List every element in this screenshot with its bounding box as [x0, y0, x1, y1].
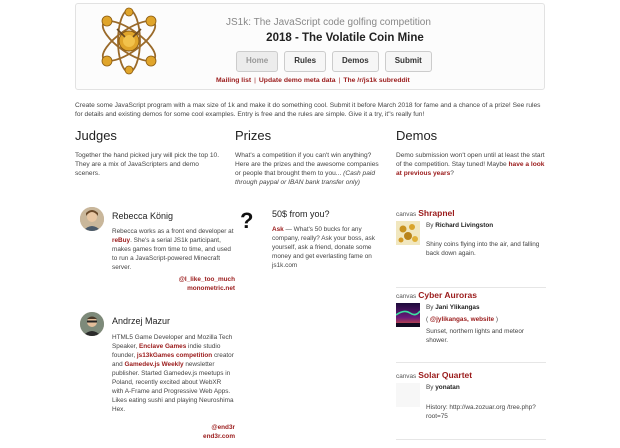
js13kgames-link[interactable]: js13kGames competition [136, 351, 213, 359]
divider [396, 287, 546, 288]
demos-column [396, 128, 546, 179]
ask-link[interactable]: Ask [272, 226, 284, 233]
divider [396, 362, 546, 363]
judge-bio-text: indie studio founder, [112, 342, 221, 359]
gamedevjs-weekly-link[interactable]: Gamedev.js Weekly [124, 360, 184, 368]
prizes-column [235, 128, 385, 187]
previous-years-link[interactable]: have a look at previous years [396, 160, 545, 177]
judge-bio [112, 334, 234, 415]
header [75, 3, 545, 90]
prize-text [272, 226, 384, 271]
demo-type: canvas [396, 293, 417, 300]
demo-name-link[interactable]: Shrapnel [418, 208, 455, 218]
demo-thumbnail[interactable] [396, 383, 420, 407]
avatar [80, 207, 104, 231]
demo-by-label: By [426, 304, 434, 311]
prizes-description-text: What's a competition if you can't win anything? Here are the prizes and the awesome companies or people that brought them to you... [235, 151, 379, 177]
rebuy-link[interactable]: reBuy [112, 236, 131, 244]
judge-bio [112, 228, 234, 273]
judge-card [80, 312, 235, 448]
demos-heading: Demos [396, 128, 438, 143]
demo-description: Shiny coins flying into the air, and falling back down again. [426, 241, 540, 257]
enclave-games-link[interactable]: Enclave Games [139, 342, 187, 350]
update-demo-meta-link[interactable]: Update demo meta data [258, 77, 336, 84]
site-title: JS1k: The JavaScript code golfing competition [226, 17, 431, 28]
judge-bio-text: creator and [112, 351, 234, 368]
demo-header [396, 370, 546, 381]
question-mark-icon: ? [240, 208, 254, 233]
nav-home-button[interactable]: Home [236, 51, 278, 72]
nav-rules-button[interactable]: Rules [284, 51, 326, 72]
prize-title: 50$ from you? [272, 209, 330, 219]
demo-description: Sunset, northern lights and meteor shower. [426, 328, 525, 344]
nav-submit-button[interactable]: Submit [385, 51, 432, 72]
main-nav [236, 51, 432, 72]
demo-header [396, 208, 546, 219]
judges-column [75, 128, 225, 179]
prize-card [236, 207, 376, 287]
twitter-handle-link[interactable]: @end3r [211, 424, 235, 431]
prize-text-body: — What's 50 bucks for any company, really? Ask your boss, ask yourself, ask a friend, donate some money and get everlasting fame on js1k.com [272, 226, 375, 269]
nav-demos-button[interactable]: Demos [332, 51, 379, 72]
subnav-separator: | [338, 77, 341, 84]
demo-author [426, 222, 493, 230]
website-link[interactable]: end3r.com [203, 432, 235, 440]
judge-bio-text: HTML5 Game Developer and Mozilla Tech Speaker, [112, 334, 233, 350]
judge-handles [105, 276, 235, 294]
demo-author-name: Jani Ylikangas [435, 304, 480, 311]
demo-author-links [426, 316, 498, 324]
demo-header [396, 290, 546, 301]
judge-name: Rebecca König [112, 211, 174, 221]
demo-author [426, 304, 480, 312]
prizes-payment-note: (Cash paid through paypal or IBAN bank transfer only) [235, 169, 376, 186]
judge-card [80, 207, 235, 297]
demo-type: canvas [396, 373, 417, 380]
judge-bio-text: newsletter publisher. Started Gamedev.js meetups in Poland, recently excited about WebXR with A-Frame and Progressive Web Apps. Likes eating sushi and playing Neuroshima Hex. [112, 360, 234, 413]
demo-name-link[interactable]: Cyber Auroras [418, 290, 477, 300]
divider [396, 439, 546, 440]
website-link[interactable]: monometric.net [187, 284, 235, 292]
judges-heading: Judges [75, 128, 117, 143]
demo-card [396, 370, 546, 445]
demo-description: History: http://wa.zozuar.org /tree.php?root=75 [426, 404, 536, 420]
competition-title: 2018 - The Volatile Coin Mine [266, 32, 424, 44]
demo-thumbnail[interactable] [396, 221, 420, 245]
demo-name-link[interactable]: Solar Quartet [418, 370, 473, 380]
judge-bio-text: Rebecca works as a front end developer at [112, 228, 234, 235]
subreddit-link[interactable]: The /r/js1k subreddit [343, 77, 410, 84]
twitter-handle-link[interactable]: @I_like_too_much [178, 276, 235, 283]
judge-name: Andrzej Mazur [112, 316, 171, 326]
demo-thumbnail[interactable] [396, 303, 420, 327]
demo-author [426, 384, 460, 392]
demo-author-links-paren: ( [426, 316, 430, 323]
demo-by-label: By [426, 384, 434, 391]
mailing-list-link[interactable]: Mailing list [216, 77, 252, 84]
demo-author-links-paren: ) [494, 316, 498, 323]
demos-description [396, 152, 546, 179]
demos-description-text: ? [450, 169, 454, 177]
demo-by-label: By [426, 222, 434, 229]
judge-handles [105, 424, 235, 442]
prizes-heading: Prizes [235, 128, 272, 143]
demo-type: canvas [396, 211, 417, 218]
subnav-separator: | [254, 77, 256, 84]
demos-description-text: Demo submission won't open until at least the start of the competition. Stay tuned! Maybe [396, 151, 545, 168]
sub-nav [216, 77, 410, 86]
demo-author-name: Richard Livingston [435, 222, 494, 229]
judge-bio-text: . She's a serial JS1k participant, makes games from time to time, and used to run a JavaScript-powered Minecraft server. [112, 236, 231, 271]
demo-card [396, 290, 546, 370]
avatar [80, 312, 104, 336]
author-links[interactable]: @jylikangas, website [429, 316, 495, 323]
demo-card [396, 208, 546, 293]
intro-text: Create some JavaScript program with a max size of 1k and make it do something cool. Submit it before March 2018 for fame and a chance of a prize! See rules for details and existing demos for some cool examples. Entry is free and the rules are simple. Give it a try, it"s really fun! [75, 102, 541, 118]
prizes-description [235, 152, 385, 188]
judges-description: Together the hand picked jury will pick the top 10. They are a mix of JavaScripters and demo sceners. [75, 151, 220, 177]
demo-author-name: yonatan [435, 384, 460, 391]
